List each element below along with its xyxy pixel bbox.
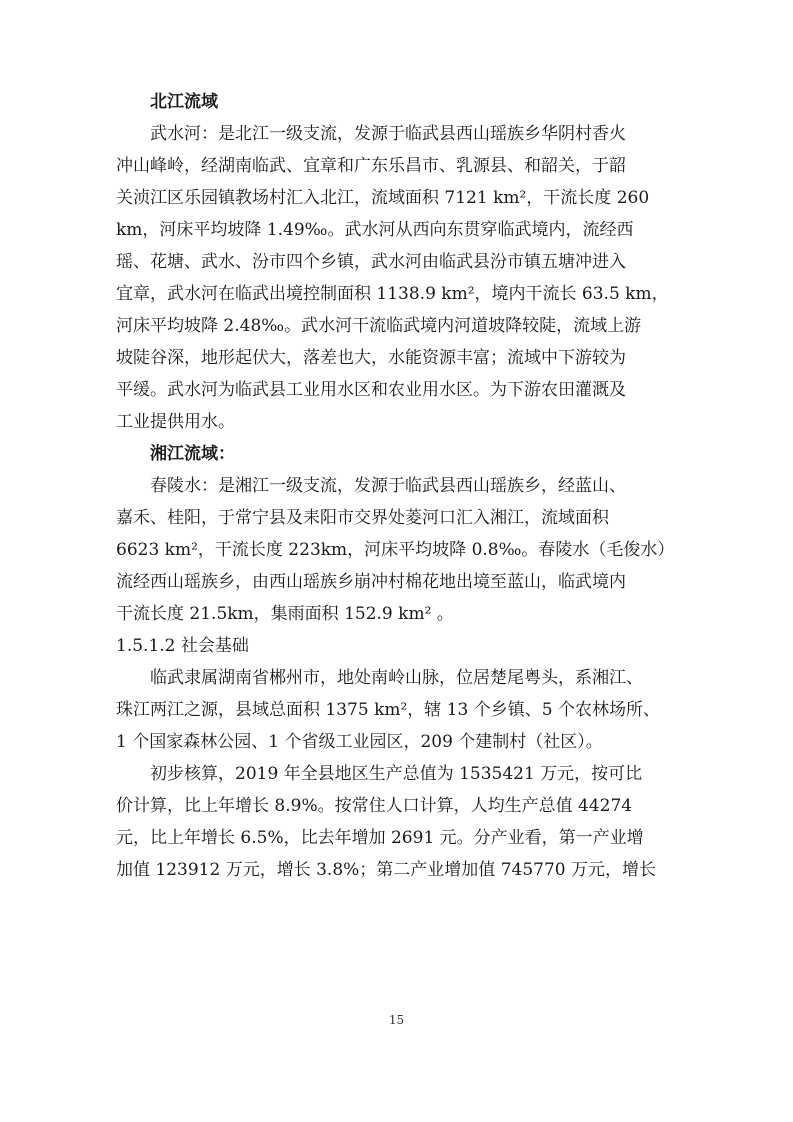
paragraph-linwu-overview [116,662,684,758]
paragraph-line: 6623 km²，干流长度 223km，河床平均坡降 0.8‰。春陵水（毛俊水） [116,540,675,560]
paragraph-line: 元，比上年增长 6.5%，比去年增加 2691 元。分产业看，第一产业增 [116,828,644,848]
paragraph-line: 价计算，比上年增长 8.9%。按常住人口计算，人均生产总值 44274 [116,796,633,816]
paragraph-line: 珠江两江之源，县域总面积 1375 km²，辖 13 个乡镇、5 个农林场所、 [116,700,660,720]
paragraph-line: 瑶、花塘、武水、汾市四个乡镇，武水河由临武县汾市镇五塘冲进入 [116,252,626,272]
section-heading-xiangjiang: 湘江流域： [150,444,235,464]
paragraph-chunling-river [116,470,684,630]
paragraph-line: 关浈江区乐园镇教场村汇入北江，流域面积 7121 km²，干流长度 260 [116,188,650,208]
paragraph-line: 初步核算，2019 年全县地区生产总值为 1535421 万元，按可比 [150,764,643,784]
paragraph-line: 平缓。武水河为临武县工业用水区和农业用水区。为下游农田灌溉及 [116,380,626,400]
paragraph-line: 加值 123912 万元，增长 3.8%；第二产业增加值 745770 万元，增长 [116,860,656,880]
page-number: 15 [388,1013,405,1027]
paragraph-line: 武水河：是北江一级支流，发源于临武县西山瑶族乡华阴村香火 [150,124,626,144]
paragraph-line: 1 个国家森林公园、1 个省级工业园区，209 个建制村（社区）。 [116,732,603,752]
section-social-foundation [116,630,684,886]
paragraph-line: 坡陡谷深，地形起伏大，落差也大，水能资源丰富；流域中下游较为 [116,348,626,368]
paragraph-line: 工业提供用水。 [116,412,235,432]
section-beijiang [116,86,684,438]
paragraph-line: 冲山峰岭，经湖南临武、宜章和广东乐昌市、乳源县、和韶关，于韶 [116,156,626,176]
paragraph-line: 宜章，武水河在临武出境控制面积 1138.9 km²，境内干流长 63.5 km， [116,284,669,304]
paragraph-line: 河床平均坡降 2.48‰。武水河干流临武境内河道坡降较陡，流域上游 [116,316,642,336]
section-heading-beijiang: 北江流域 [150,92,218,112]
paragraph-line: 临武隶属湖南省郴州市，地处南岭山脉，位居楚尾粤头，系湘江、 [150,668,643,688]
paragraph-line: 春陵水：是湘江一级支流，发源于临武县西山瑶族乡，经蓝山、 [150,476,626,496]
paragraph-line: 嘉禾、桂阳，于常宁县及耒阳市交界处菱河口汇入湘江，流域面积 [116,508,609,528]
paragraph-economy [116,758,684,886]
paragraph-line: 干流长度 21.5km，集雨面积 152.9 km² 。 [116,604,454,624]
paragraph-line: km，河床平均坡降 1.49‰。武水河从西向东贯穿临武境内，流经西 [116,220,634,240]
page-content [116,86,684,886]
section-xiangjiang [116,438,684,630]
section-heading-social-foundation: 1.5.1.2 社会基础 [116,636,249,656]
paragraph-line: 流经西山瑶族乡，由西山瑶族乡崩冲村棉花地出境至蓝山，临武境内 [116,572,626,592]
paragraph-wushui-river [116,118,684,438]
